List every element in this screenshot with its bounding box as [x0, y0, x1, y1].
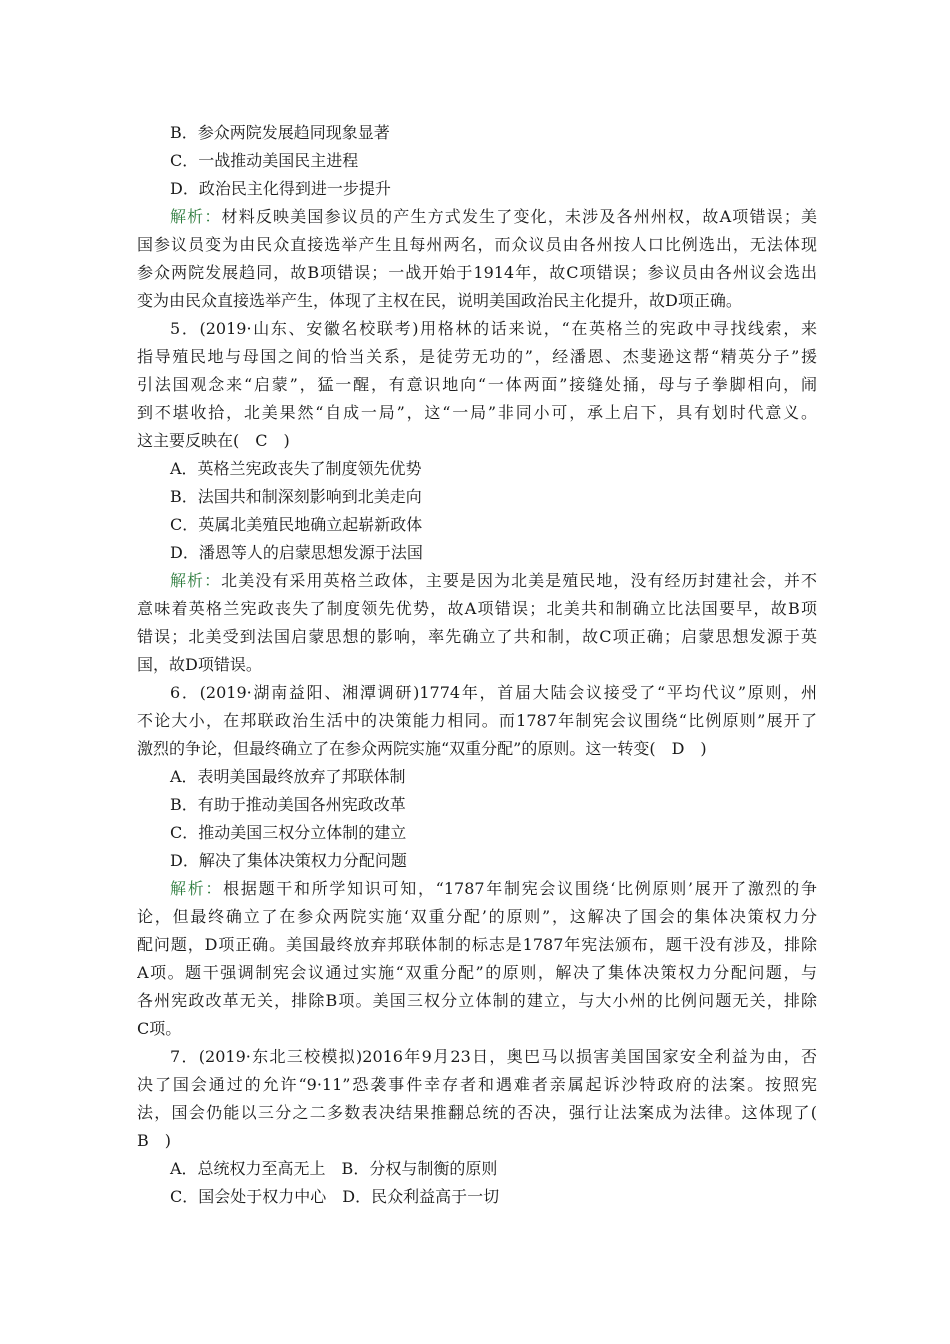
q5-stem-line: 指导殖民地与母国之间的恰当关系，是徒劳无功的”，经潘恩、杰斐逊这帮“精英分子”援: [137, 347, 817, 366]
q5-analysis-line: 意味着英格兰宪政丧失了制度领先优势，故A项错误；北美共和制确立比法国要早，故B项: [137, 599, 817, 618]
q7-stem-line: 决了国会通过的允许“9·11”恐袭事件幸存者和遇难者亲属起诉沙特政府的法案。按照宪: [137, 1075, 817, 1094]
q5-stem-line: 这主要反映在( C ): [137, 431, 290, 450]
q5-stem-line: 引法国观念来“启蒙”，猛一醒，有意识地向“一体两面”接缝处捅，母与子拳脚相向，闹: [137, 375, 817, 394]
q6-analysis-line: 论，但最终确立了在参众两院实施‘双重分配’的原则”，这解决了国会的集体决策权力分: [137, 907, 817, 926]
q4-analysis-line: 国参议员变为由民众直接选举产生且每州两名，而众议员由各州按人口比例选出，无法体现: [137, 235, 817, 254]
q6-analysis-line: 配问题，D项正确。美国最终放弃邦联体制的标志是1787年宪法颁布，题干没有涉及，排除: [137, 935, 817, 954]
q6-stem-line: 6．(2019·湖南益阳、湘潭调研)1774年，首届大陆会议接受了“平均代议”原则，州: [170, 683, 817, 702]
q4-analysis-label: 解析：: [170, 207, 222, 226]
q4-option-b: B．参众两院发展趋同现象显著: [170, 123, 390, 142]
q5-analysis-line: 错误；北美受到法国启蒙思想的影响，率先确立了共和制，故C项正确；启蒙思想发源于英: [137, 627, 817, 646]
q6-analysis-line: C项。: [137, 1019, 182, 1038]
q6-option-a: A．表明美国最终放弃了邦联体制: [170, 767, 406, 786]
q7-options-row: A．总统权力至高无上 B．分权与制衡的原则: [170, 1159, 498, 1178]
q4-analysis-line: 解析：材料反映美国参议员的产生方式发生了变化，未涉及各州州权，故A项错误；美: [170, 207, 817, 226]
q5-option-b: B．法国共和制深刻影响到北美走向: [170, 487, 422, 506]
q6-option-b: B．有助于推动美国各州宪政改革: [170, 795, 406, 814]
q6-analysis-line: 各州宪政改革无关，排除B项。美国三权分立体制的建立，与大小州的比例问题无关，排除: [137, 991, 817, 1010]
q6-option-d: D．解决了集体决策权力分配问题: [170, 851, 407, 870]
q6-analysis-line: 解析：根据题干和所学知识可知，“1787年制宪会议围绕‘比例原则’展开了激烈的争: [170, 879, 817, 898]
q4-analysis-line: 变为由民众直接选举产生，体现了主权在民，说明美国政治民主化提升，故D项正确。: [137, 291, 742, 310]
q7-stem-line: 7．(2019·东北三校模拟)2016年9月23日，奥巴马以损害美国国家安全利益为由，否: [170, 1047, 817, 1066]
q7-options-row: C．国会处于权力中心 D．民众利益高于一切: [170, 1187, 500, 1206]
q4-option-d: D．政治民主化得到进一步提升: [170, 179, 391, 198]
q5-option-a: A．英格兰宪政丧失了制度领先优势: [170, 459, 422, 478]
q6-stem-line: 不论大小，在邦联政治生活中的决策能力相同。而1787年制宪会议围绕“比例原则”展开了: [137, 711, 817, 730]
q5-analysis-label: 解析：: [170, 571, 222, 590]
q5-option-d: D．潘恩等人的启蒙思想发源于法国: [170, 543, 423, 562]
q4-option-c: C．一战推动美国民主进程: [170, 151, 359, 170]
q5-stem-line: 5．(2019·山东、安徽名校联考)用格林的话来说，“在英格兰的宪政中寻找线索，来: [170, 319, 817, 338]
q6-analysis-line: A项。题干强调制宪会议通过实施“双重分配”的原则，解决了集体决策权力分配问题，与: [137, 963, 817, 982]
q6-option-c: C．推动美国三权分立体制的建立: [170, 823, 407, 842]
q5-analysis-line: 国，故D项错误。: [137, 655, 262, 674]
q4-analysis-line: 参众两院发展趋同，故B项错误；一战开始于1914年，故C项错误；参议员由各州议会选出: [137, 263, 817, 282]
q5-option-c: C．英属北美殖民地确立起崭新政体: [170, 515, 423, 534]
q6-analysis-label: 解析：: [170, 879, 224, 898]
q7-stem-line: 法，国会仍能以三分之二多数表决结果推翻总统的否决，强行让法案成为法律。这体现了(: [137, 1103, 817, 1122]
q7-stem-line: B ): [137, 1131, 172, 1150]
q5-analysis-line: 解析：北美没有采用英格兰政体，主要是因为北美是殖民地，没有经历封建社会，并不: [170, 571, 817, 590]
q6-stem-line: 激烈的争论，但最终确立了在参众两院实施“双重分配”的原则。这一转变( D ): [137, 739, 707, 758]
q5-stem-line: 到不堪收拾，北美果然“自成一局”，这“一局”非同小可，承上启下，具有划时代意义。: [137, 403, 817, 422]
